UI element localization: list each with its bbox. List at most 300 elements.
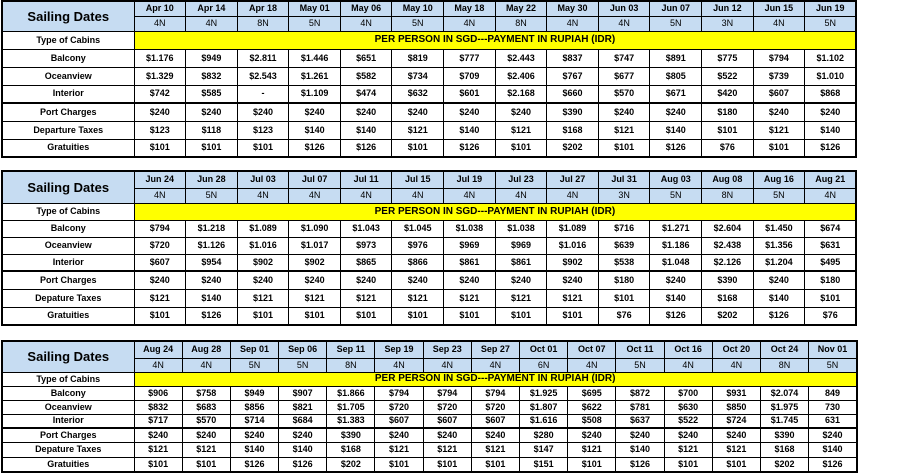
price-cell: $180: [702, 103, 754, 121]
price-cell: $121: [471, 442, 519, 457]
sailing-date: Oct 24: [760, 341, 808, 358]
price-cell: $474: [340, 85, 392, 103]
table-row: [2, 307, 856, 325]
price-cell: $1.450: [753, 220, 805, 237]
price-cell: $607: [753, 85, 805, 103]
price-cell: $495: [805, 254, 857, 271]
price-cell: $622: [568, 400, 616, 414]
price-cell: $1.925: [520, 386, 568, 400]
price-cell: $660: [547, 85, 599, 103]
price-cell: $240: [392, 271, 444, 289]
price-cell: $1.705: [327, 400, 375, 414]
sailing-date: Jul 07: [289, 171, 341, 188]
price-cell: $126: [753, 307, 805, 325]
sailing-date: Aug 28: [182, 341, 230, 358]
currency-banner: PER PERSON IN SGD---PAYMENT IN RUPIAH (IDR): [134, 31, 856, 49]
price-cell: $717: [134, 414, 182, 428]
price-cell: $126: [650, 139, 702, 157]
price-cell: $240: [134, 271, 186, 289]
cruise-nights: 4N: [805, 188, 857, 203]
price-cell: $202: [547, 139, 599, 157]
price-cell: $121: [568, 442, 616, 457]
price-cell: $777: [444, 49, 496, 67]
cruise-nights: 5N: [650, 16, 702, 31]
price-cell: $101: [598, 289, 650, 307]
price-cell: $121: [237, 289, 289, 307]
price-cell: $123: [237, 121, 289, 139]
row-label: Oceanview: [2, 400, 134, 414]
price-cell: $570: [182, 414, 230, 428]
cruise-nights: 4N: [547, 188, 599, 203]
price-cell: $630: [664, 400, 712, 414]
cruise-nights: 4N: [568, 358, 616, 372]
price-cell: $631: [805, 237, 857, 254]
table-row: [2, 414, 857, 428]
sailing-date: Apr 10: [134, 1, 186, 16]
price-cell: $671: [650, 85, 702, 103]
price-cell: $101: [547, 307, 599, 325]
table-row: [2, 85, 856, 103]
price-cell: $101: [392, 139, 444, 157]
price-cell: $140: [340, 121, 392, 139]
cabin-type-header: Type of Cabins: [2, 203, 134, 220]
price-cell: $954: [186, 254, 238, 271]
price-cell: $758: [182, 386, 230, 400]
price-cell: $101: [375, 457, 423, 472]
price-cell: $101: [664, 457, 712, 472]
price-cell: $121: [664, 442, 712, 457]
cruise-nights: 5N: [230, 358, 278, 372]
price-cell: $1.090: [289, 220, 341, 237]
cruise-nights: 3N: [702, 16, 754, 31]
price-cell: $121: [289, 289, 341, 307]
cruise-nights: 4N: [444, 16, 496, 31]
row-label: Balcony: [2, 220, 134, 237]
price-cell: $2.438: [702, 237, 754, 254]
sailing-date: Jun 28: [186, 171, 238, 188]
price-cell: $1.261: [289, 67, 341, 85]
price-cell: $1.866: [327, 386, 375, 400]
price-cell: $872: [616, 386, 664, 400]
sailing-date: Sep 19: [375, 341, 423, 358]
price-cell: $101: [340, 307, 392, 325]
price-cell: $240: [340, 271, 392, 289]
price-cell: $123: [134, 121, 186, 139]
price-cell: $582: [340, 67, 392, 85]
price-cell: $714: [230, 414, 278, 428]
price-cell: $1.045: [392, 220, 444, 237]
price-cell: $742: [134, 85, 186, 103]
price-cell: $1.102: [805, 49, 857, 67]
cruise-nights: 4N: [340, 16, 392, 31]
cruise-nights: 4N: [712, 358, 760, 372]
sailing-date: Oct 11: [616, 341, 664, 358]
cruise-nights: 8N: [495, 16, 547, 31]
price-cell: $1.016: [547, 237, 599, 254]
currency-banner: PER PERSON IN SGD---PAYMENT IN RUPIAH (IDR): [134, 203, 856, 220]
price-cell: $1.271: [650, 220, 702, 237]
price-cell: $1.745: [760, 414, 808, 428]
price-cell: $720: [471, 400, 519, 414]
price-cell: $1.204: [753, 254, 805, 271]
price-cell: $240: [664, 428, 712, 442]
price-cell: $240: [237, 103, 289, 121]
price-cell: $601: [444, 85, 496, 103]
sailing-date: Aug 03: [650, 171, 702, 188]
cruise-nights: 8N: [237, 16, 289, 31]
cruise-nights: 4N: [392, 188, 444, 203]
price-cell: $126: [616, 457, 664, 472]
sailing-date: Jul 03: [237, 171, 289, 188]
price-cell: $1.016: [237, 237, 289, 254]
row-label: Depature Taxes: [2, 289, 134, 307]
row-label: Gratuities: [2, 457, 134, 472]
price-cell: $969: [444, 237, 496, 254]
price-cell: $76: [702, 139, 754, 157]
row-label: Interior: [2, 414, 134, 428]
sailing-date: Oct 01: [520, 341, 568, 358]
price-cell: $420: [702, 85, 754, 103]
row-label: Interior: [2, 254, 134, 271]
price-cell: $832: [186, 67, 238, 85]
table-row: [2, 289, 856, 307]
row-label: Port Charges: [2, 103, 134, 121]
price-cell: $2.168: [495, 85, 547, 103]
price-cell: $607: [134, 254, 186, 271]
table-row: [2, 67, 856, 85]
price-cell: $607: [375, 414, 423, 428]
sailing-date: Jun 12: [702, 1, 754, 16]
price-cell: $240: [471, 428, 519, 442]
price-cell: $868: [805, 85, 857, 103]
price-cell: $700: [664, 386, 712, 400]
price-cell: $1.017: [289, 237, 341, 254]
price-cell: $101: [495, 139, 547, 157]
sailing-table-1: [1, 0, 857, 158]
price-cell: $607: [423, 414, 471, 428]
sailing-date: Aug 24: [134, 341, 182, 358]
price-cell: $709: [444, 67, 496, 85]
sailing-date: Jul 23: [495, 171, 547, 188]
price-cell: $240: [650, 271, 702, 289]
price-cell: $2.074: [760, 386, 808, 400]
price-cell: $720: [375, 400, 423, 414]
price-cell: $121: [547, 289, 599, 307]
price-cell: $126: [444, 139, 496, 157]
cruise-nights: 4N: [598, 16, 650, 31]
price-cell: $1.446: [289, 49, 341, 67]
price-cell: $202: [702, 307, 754, 325]
price-cell: $140: [230, 442, 278, 457]
price-cell: $121: [444, 289, 496, 307]
price-cell: $101: [134, 307, 186, 325]
price-cell: $1.176: [134, 49, 186, 67]
price-cell: $837: [547, 49, 599, 67]
price-cell: $390: [760, 428, 808, 442]
price-cell: $101: [805, 289, 857, 307]
sailing-date: Aug 08: [702, 171, 754, 188]
table-row: [2, 400, 857, 414]
price-cell: $180: [805, 271, 857, 289]
cruise-nights: 4N: [182, 358, 230, 372]
price-cell: $866: [392, 254, 444, 271]
sailing-date: Jun 07: [650, 1, 702, 16]
price-cell: $280: [520, 428, 568, 442]
price-cell: $121: [134, 289, 186, 307]
price-cell: $1.038: [495, 220, 547, 237]
sailing-date: Jun 03: [598, 1, 650, 16]
sailing-date: Nov 01: [809, 341, 857, 358]
price-cell: $1.089: [237, 220, 289, 237]
row-label: Oceanview: [2, 67, 134, 85]
price-cell: $1.043: [340, 220, 392, 237]
price-cell: $140: [616, 442, 664, 457]
price-cell: $767: [547, 67, 599, 85]
row-label: Gratuities: [2, 307, 134, 325]
price-cell: $126: [805, 139, 857, 157]
table-row: [2, 428, 857, 442]
cruise-nights: 8N: [760, 358, 808, 372]
price-cell: $949: [186, 49, 238, 67]
price-cell: $522: [664, 414, 712, 428]
price-cell: $1.038: [444, 220, 496, 237]
table-row: [2, 139, 856, 157]
price-cell: $607: [471, 414, 519, 428]
price-cell: $902: [237, 254, 289, 271]
price-cell: $677: [598, 67, 650, 85]
price-cell: $2.406: [495, 67, 547, 85]
price-cell: $639: [598, 237, 650, 254]
table-title: Sailing Dates: [2, 171, 134, 203]
price-cell: $1.356: [753, 237, 805, 254]
price-cell: $390: [547, 103, 599, 121]
row-label: Gratuities: [2, 139, 134, 157]
cruise-nights: 4N: [134, 16, 186, 31]
price-cell: $101: [702, 121, 754, 139]
cruise-nights: 4N: [237, 188, 289, 203]
cruise-nights: 4N: [753, 16, 805, 31]
price-cell: $168: [702, 289, 754, 307]
price-cell: $240: [289, 103, 341, 121]
price-cell: $240: [237, 271, 289, 289]
cruise-nights: 8N: [327, 358, 375, 372]
price-cell: $508: [568, 414, 616, 428]
price-cell: $140: [279, 442, 327, 457]
price-cell: $240: [186, 103, 238, 121]
sailing-date: Jul 11: [340, 171, 392, 188]
price-cell: $1.048: [650, 254, 702, 271]
price-cell: $126: [289, 139, 341, 157]
sailing-date: Sep 06: [279, 341, 327, 358]
price-cell: $101: [423, 457, 471, 472]
price-cell: $1.089: [547, 220, 599, 237]
sailing-date: Jul 31: [598, 171, 650, 188]
price-cell: $585: [186, 85, 238, 103]
price-cell: $522: [702, 67, 754, 85]
price-cell: -: [237, 85, 289, 103]
price-cell: $1.186: [650, 237, 702, 254]
price-cell: $973: [340, 237, 392, 254]
price-cell: $126: [809, 457, 857, 472]
sailing-date: Sep 11: [327, 341, 375, 358]
price-cell: $821: [279, 400, 327, 414]
price-cell: $126: [230, 457, 278, 472]
cruise-nights: 5N: [392, 16, 444, 31]
sailing-date: Aug 21: [805, 171, 857, 188]
price-cell: $121: [495, 121, 547, 139]
price-cell: $101: [182, 457, 230, 472]
price-cell: $101: [134, 139, 186, 157]
price-cell: $907: [279, 386, 327, 400]
price-cell: $794: [471, 386, 519, 400]
price-cell: $794: [423, 386, 471, 400]
price-cell: $101: [598, 139, 650, 157]
price-cell: $902: [547, 254, 599, 271]
price-cell: $202: [327, 457, 375, 472]
price-cell: $168: [547, 121, 599, 139]
table-row: [2, 271, 856, 289]
price-cell: $240: [495, 103, 547, 121]
price-cell: $121: [495, 289, 547, 307]
price-cell: $2.126: [702, 254, 754, 271]
price-cell: $1.126: [186, 237, 238, 254]
price-cell: $1.616: [520, 414, 568, 428]
price-cell: $861: [495, 254, 547, 271]
price-cell: $2.604: [702, 220, 754, 237]
price-cell: $724: [712, 414, 760, 428]
price-cell: $121: [598, 121, 650, 139]
cruise-nights: 4N: [186, 16, 238, 31]
price-cell: $949: [230, 386, 278, 400]
price-cell: $76: [805, 307, 857, 325]
cruise-nights: 4N: [547, 16, 599, 31]
price-cell: $101: [134, 457, 182, 472]
price-cell: $1.109: [289, 85, 341, 103]
price-cell: $1.975: [760, 400, 808, 414]
cruise-nights: 5N: [805, 16, 857, 31]
price-cell: $101: [186, 139, 238, 157]
price-cell: $861: [444, 254, 496, 271]
price-cell: $240: [598, 103, 650, 121]
cruise-nights: 4N: [664, 358, 712, 372]
sailing-date: Sep 23: [423, 341, 471, 358]
price-cell: $240: [712, 428, 760, 442]
price-cell: $637: [616, 414, 664, 428]
price-cell: $906: [134, 386, 182, 400]
price-cell: $101: [289, 307, 341, 325]
price-cell: $101: [237, 139, 289, 157]
price-cell: $101: [444, 307, 496, 325]
sailing-date: Jul 27: [547, 171, 599, 188]
price-cell: $651: [340, 49, 392, 67]
table-row: [2, 457, 857, 472]
cruise-nights: 5N: [809, 358, 857, 372]
price-cell: $140: [650, 121, 702, 139]
price-cell: $538: [598, 254, 650, 271]
price-cell: $168: [327, 442, 375, 457]
table-row: [2, 49, 856, 67]
price-cell: $240: [805, 103, 857, 121]
price-cell: $121: [340, 289, 392, 307]
price-cell: $121: [392, 289, 444, 307]
price-cell: $121: [753, 121, 805, 139]
cruise-nights: 5N: [650, 188, 702, 203]
cruise-nights: 6N: [520, 358, 568, 372]
cruise-nights: 4N: [444, 188, 496, 203]
table-row: [2, 442, 857, 457]
price-cell: $140: [805, 121, 857, 139]
price-cell: $240: [134, 103, 186, 121]
price-cell: $2.443: [495, 49, 547, 67]
cruise-nights: 5N: [753, 188, 805, 203]
price-cell: $151: [520, 457, 568, 472]
price-cell: $794: [753, 49, 805, 67]
sailing-date: Apr 18: [237, 1, 289, 16]
price-cell: $865: [340, 254, 392, 271]
price-cell: $240: [340, 103, 392, 121]
cruise-nights: 5N: [279, 358, 327, 372]
cruise-nights: 4N: [340, 188, 392, 203]
price-cell: $240: [279, 428, 327, 442]
cruise-nights: 5N: [616, 358, 664, 372]
price-cell: $240: [568, 428, 616, 442]
price-cell: $140: [289, 121, 341, 139]
sailing-date: Jul 19: [444, 171, 496, 188]
price-cell: $147: [520, 442, 568, 457]
cruise-nights: 4N: [134, 358, 182, 372]
cruise-nights: 5N: [186, 188, 238, 203]
price-cell: $240: [753, 103, 805, 121]
price-cell: $747: [598, 49, 650, 67]
price-cell: $1.807: [520, 400, 568, 414]
sailing-date: Apr 14: [186, 1, 238, 16]
price-cell: $240: [182, 428, 230, 442]
price-cell: $716: [598, 220, 650, 237]
sailing-date: May 22: [495, 1, 547, 16]
price-cell: $856: [230, 400, 278, 414]
price-cell: $240: [444, 271, 496, 289]
price-cell: $720: [134, 237, 186, 254]
price-cell: $121: [423, 442, 471, 457]
price-cell: $819: [392, 49, 444, 67]
price-cell: $794: [375, 386, 423, 400]
price-cell: $240: [547, 271, 599, 289]
price-cell: 849: [809, 386, 857, 400]
sailing-date: Jun 19: [805, 1, 857, 16]
price-cell: $695: [568, 386, 616, 400]
price-cell: $2.811: [237, 49, 289, 67]
table-row: [2, 121, 856, 139]
row-label: Port Charges: [2, 271, 134, 289]
currency-banner: PER PERSON IN SGD---PAYMENT IN RUPIAH (IDR): [134, 372, 857, 386]
sailing-date: May 10: [392, 1, 444, 16]
price-cell: $240: [650, 103, 702, 121]
cruise-nights: 3N: [598, 188, 650, 203]
cruise-nights: 4N: [423, 358, 471, 372]
price-cell: $674: [805, 220, 857, 237]
price-cell: $240: [753, 271, 805, 289]
price-cell: $202: [760, 457, 808, 472]
row-label: Departure Taxes: [2, 121, 134, 139]
cruise-nights: 4N: [134, 188, 186, 203]
price-cell: $240: [230, 428, 278, 442]
price-cell: $734: [392, 67, 444, 85]
table-row: [2, 386, 857, 400]
sailing-date: Sep 27: [471, 341, 519, 358]
price-cell: $240: [616, 428, 664, 442]
price-cell: $240: [134, 428, 182, 442]
price-cell: $794: [134, 220, 186, 237]
